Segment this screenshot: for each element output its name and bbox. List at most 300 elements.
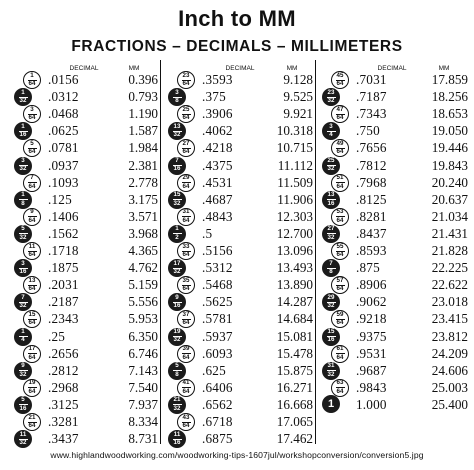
- conversion-row: [168, 174, 318, 191]
- decimal-value: .7968: [356, 174, 387, 190]
- fraction-badge: [322, 362, 340, 380]
- fraction-numerator: 13: [327, 191, 335, 199]
- decimal-value: .9375: [356, 328, 387, 344]
- conversion-row: [322, 139, 472, 156]
- fraction-badge: [14, 157, 32, 175]
- fraction-denominator: 64: [182, 79, 190, 87]
- decimal-value: .375: [202, 89, 226, 105]
- fraction-badge: [177, 276, 195, 294]
- conversion-row: [14, 225, 164, 242]
- decimal-value: .9218: [356, 311, 387, 327]
- millimeter-value: 8.334: [128, 414, 158, 429]
- fraction-numerator: 19: [28, 379, 36, 387]
- millimeter-value: 6.350: [128, 328, 158, 344]
- decimal-value: .5156: [202, 243, 233, 258]
- fraction-numerator: 35: [182, 276, 190, 284]
- millimeter-value: 12.303: [276, 208, 313, 224]
- fraction-badge: [23, 139, 41, 157]
- fraction-numerator: 1: [21, 88, 25, 96]
- fraction-numerator: 29: [182, 174, 190, 182]
- decimal-value: .8906: [356, 277, 387, 293]
- fraction-denominator: 64: [182, 421, 190, 429]
- millimeter-value: 15.875: [276, 362, 313, 378]
- millimeter-value: 3.175: [128, 191, 158, 207]
- decimal-value: .7812: [356, 157, 387, 173]
- fraction-denominator: 16: [327, 199, 335, 207]
- decimal-value: .9687: [356, 362, 387, 378]
- decimal-value: .7187: [356, 89, 387, 105]
- conversion-row: [322, 122, 472, 139]
- fraction-denominator: 32: [173, 336, 181, 344]
- fraction-badge: [331, 310, 349, 328]
- conversion-row: [322, 191, 472, 208]
- fraction-badge: [168, 328, 186, 346]
- fraction-badge: [23, 413, 41, 431]
- decimal-value: .5625: [202, 294, 233, 310]
- conversion-row: [168, 242, 318, 259]
- decimal-value: .2968: [48, 379, 79, 395]
- conversion-row: [168, 413, 318, 430]
- millimeter-value: 18.653: [431, 106, 468, 122]
- fraction-badge: [177, 345, 195, 363]
- millimeter-value: 23.018: [431, 294, 468, 310]
- fraction-numerator: 59: [336, 310, 344, 318]
- millimeter-value: 17.065: [276, 414, 313, 429]
- fraction-badge: [331, 174, 349, 192]
- fraction-numerator: 1: [175, 225, 179, 233]
- fraction-numerator: 3: [30, 105, 34, 113]
- conversion-row: [14, 242, 164, 259]
- fraction-numerator: 5: [21, 396, 25, 404]
- fraction-numerator: 55: [336, 242, 344, 250]
- fraction-denominator: 16: [327, 336, 335, 344]
- fraction-badge: [14, 225, 32, 243]
- fraction-denominator: 64: [182, 285, 190, 293]
- conversion-row: [322, 105, 472, 122]
- fraction-numerator: 17: [28, 345, 36, 353]
- conversion-row: [168, 362, 318, 379]
- fraction-denominator: 64: [28, 387, 36, 395]
- fraction-denominator: 64: [336, 285, 344, 293]
- millimeter-value: 8.731: [128, 431, 158, 447]
- millimeter-value: 11.906: [277, 191, 313, 207]
- fraction-denominator: 64: [28, 79, 36, 87]
- fraction-denominator: 64: [182, 114, 190, 122]
- fraction-badge: [322, 157, 340, 175]
- conversion-row: [14, 191, 164, 208]
- conversion-row: [322, 293, 472, 310]
- page-subtitle: FRACTIONS – DECIMALS – MILLIMETERS: [71, 38, 403, 55]
- decimal-value: .6406: [202, 379, 233, 395]
- millimeter-value: 5.159: [128, 277, 158, 293]
- millimeter-value: 11.509: [277, 174, 313, 190]
- millimeter-value: 13.890: [276, 277, 313, 293]
- fraction-denominator: 2: [175, 233, 179, 241]
- conversion-row: [168, 157, 318, 174]
- conversion-row: [168, 88, 318, 105]
- decimal-value: .0312: [48, 89, 79, 105]
- fraction-numerator: 51: [336, 174, 344, 182]
- fraction-numerator: 25: [327, 157, 335, 165]
- conversion-row: [168, 293, 318, 310]
- fraction-badge: [177, 242, 195, 260]
- conversion-row: [322, 225, 472, 242]
- fraction-badge: [168, 362, 186, 380]
- fraction-denominator: 4: [329, 131, 333, 139]
- millimeter-value: 7.143: [128, 362, 158, 378]
- fraction-denominator: 64: [28, 250, 36, 258]
- decimal-value: .3437: [48, 431, 79, 447]
- fraction-numerator: 1: [21, 191, 25, 199]
- decimal-value: .7656: [356, 140, 387, 156]
- decimal-value: .9531: [356, 345, 387, 361]
- fraction-denominator: 64: [182, 319, 190, 327]
- conversion-row: [322, 276, 472, 293]
- fraction-numerator: 27: [327, 225, 335, 233]
- decimal-value: .1093: [48, 174, 79, 190]
- fraction-numerator: 53: [336, 208, 344, 216]
- millimeter-value: 22.225: [431, 260, 468, 276]
- fraction-denominator: 32: [327, 165, 335, 173]
- millimeter-value: 1.190: [128, 106, 158, 122]
- fraction-denominator: 64: [28, 285, 36, 293]
- millimeter-value: 4.762: [128, 260, 158, 276]
- millimeter-value: 20.637: [431, 191, 468, 207]
- millimeter-value: 0.793: [128, 89, 158, 105]
- conversion-row: [168, 122, 318, 139]
- decimal-value: .6718: [202, 414, 233, 429]
- fraction-badge: [322, 328, 340, 346]
- fraction-numerator: 1: [30, 71, 34, 79]
- decimal-value: .125: [48, 191, 72, 207]
- fraction-badge: [14, 191, 32, 209]
- millimeter-value: 16.668: [276, 396, 313, 412]
- conversion-row: [14, 430, 164, 447]
- fraction-numerator: 13: [28, 276, 36, 284]
- fraction-denominator: 64: [28, 319, 36, 327]
- fraction-numerator: 41: [182, 379, 190, 387]
- conversion-row: [14, 208, 164, 225]
- decimal-value: .4062: [202, 123, 233, 139]
- millimeter-value: 4.365: [128, 243, 158, 258]
- millimeter-value: 10.318: [276, 123, 313, 139]
- fraction-badge: [331, 345, 349, 363]
- millimeter-value: 14.684: [276, 311, 313, 327]
- fraction-badge: [168, 225, 186, 243]
- fraction-badge: [14, 122, 32, 140]
- decimal-value: .0468: [48, 106, 79, 122]
- fraction-numerator: 57: [336, 276, 344, 284]
- fraction-numerator: 19: [173, 328, 181, 336]
- decimal-value: .0156: [48, 72, 79, 87]
- fraction-denominator: 16: [19, 268, 27, 276]
- conversion-row: [322, 345, 472, 362]
- fraction-denominator: 32: [327, 302, 335, 310]
- decimal-value: .0937: [48, 157, 79, 173]
- conversion-row: [322, 362, 472, 379]
- fraction-badge: [177, 105, 195, 123]
- millimeter-value: 0.396: [128, 72, 158, 87]
- fraction-denominator: 8: [175, 97, 179, 105]
- fraction-numerator: 15: [28, 310, 36, 318]
- fraction-numerator: 13: [173, 122, 181, 130]
- fraction-denominator: 16: [19, 131, 27, 139]
- fraction-badge: [322, 191, 340, 209]
- fraction-badge: [177, 208, 195, 226]
- fraction-badge: [322, 225, 340, 243]
- conversion-row: [14, 379, 164, 396]
- fraction-numerator: 49: [336, 139, 344, 147]
- fraction-numerator: 5: [21, 225, 25, 233]
- conversion-row: [168, 345, 318, 362]
- fraction-badge: [177, 174, 195, 192]
- fraction-badge: [168, 191, 186, 209]
- fraction-numerator: 7: [329, 259, 333, 267]
- millimeter-value: 10.715: [276, 140, 313, 156]
- conversion-row: [14, 328, 164, 345]
- decimal-value: .6093: [202, 345, 233, 361]
- fraction-badge: [331, 139, 349, 157]
- fraction-denominator: 32: [327, 370, 335, 378]
- fraction-denominator: 64: [28, 148, 36, 156]
- conversion-row: [14, 105, 164, 122]
- millimeter-value: 23.812: [431, 328, 468, 344]
- fraction-numerator: 3: [175, 88, 179, 96]
- fraction-denominator: 64: [182, 250, 190, 258]
- conversion-row: [14, 276, 164, 293]
- decimal-value: .7343: [356, 106, 387, 122]
- millimeter-value: 7.937: [128, 396, 158, 412]
- decimal-value: .25: [48, 328, 66, 344]
- conversion-row: [322, 174, 472, 191]
- fraction-badge: [23, 242, 41, 260]
- decimal-header-2: DECIMAL: [225, 65, 255, 72]
- decimal-value: .7031: [356, 72, 387, 87]
- fraction-badge: [331, 105, 349, 123]
- fraction-badge: [177, 379, 195, 397]
- fraction-denominator: 64: [336, 353, 344, 361]
- conversion-row: [14, 362, 164, 379]
- millimeter-value: 2.778: [128, 174, 158, 190]
- fraction-denominator: 16: [173, 439, 181, 447]
- fraction-denominator: 8: [175, 370, 179, 378]
- fraction-denominator: 32: [173, 131, 181, 139]
- conversion-row: [322, 379, 472, 396]
- fraction-badge: [177, 71, 195, 89]
- fraction-numerator: 9: [30, 208, 34, 216]
- millimeter-value: 17.859: [431, 72, 468, 87]
- fraction-numerator: 9: [21, 362, 25, 370]
- conversion-row: [14, 157, 164, 174]
- millimeter-value: 18.256: [431, 89, 468, 105]
- millimeter-value: 3.968: [128, 225, 158, 241]
- millimeter-value: 3.571: [128, 208, 158, 224]
- decimal-value: .5781: [202, 311, 233, 327]
- millimeter-value: 11.112: [277, 157, 313, 173]
- decimal-value: .8125: [356, 191, 387, 207]
- millimeter-value: 5.556: [128, 294, 158, 310]
- fraction-badge: [177, 413, 195, 431]
- fraction-numerator: 27: [182, 139, 190, 147]
- fraction-numerator: 15: [327, 328, 335, 336]
- fraction-numerator: 23: [327, 88, 335, 96]
- fraction-badge: [23, 208, 41, 226]
- fraction-denominator: 64: [28, 421, 36, 429]
- fraction-denominator: 64: [28, 216, 36, 224]
- fraction-numerator: 29: [327, 293, 335, 301]
- fraction-numerator: 25: [182, 105, 190, 113]
- decimal-value: .2187: [48, 294, 79, 310]
- millimeter-value: 21.431: [431, 225, 468, 241]
- millimeter-value: 13.096: [276, 243, 313, 258]
- conversion-row: [168, 310, 318, 327]
- fraction-numerator: 3: [21, 259, 25, 267]
- fraction-badge: [331, 379, 349, 397]
- fraction-denominator: 32: [19, 165, 27, 173]
- fraction-numerator: 11: [173, 430, 181, 438]
- conversion-row: [168, 259, 318, 276]
- millimeter-value: 1.984: [128, 140, 158, 156]
- decimal-value: .2812: [48, 362, 79, 378]
- millimeter-value: 24.209: [431, 345, 468, 361]
- millimeter-value: 19.843: [431, 157, 468, 173]
- decimal-value: .4531: [202, 174, 233, 190]
- millimeter-value: 21.828: [431, 243, 468, 258]
- decimal-value: 1.000: [356, 396, 387, 412]
- fraction-numerator: 61: [336, 345, 344, 353]
- fraction-denominator: 64: [182, 353, 190, 361]
- fraction-numerator: 5: [175, 362, 179, 370]
- millimeter-value: 17.462: [276, 431, 313, 447]
- millimeter-value: 2.381: [128, 157, 158, 173]
- fraction-badge: [23, 174, 41, 192]
- fraction-badge: [177, 139, 195, 157]
- conversion-row: [168, 191, 318, 208]
- conversion-row: [14, 174, 164, 191]
- fraction-denominator: 64: [336, 216, 344, 224]
- decimal-value: .4843: [202, 208, 233, 224]
- fraction-badge: [23, 345, 41, 363]
- conversion-row: [168, 105, 318, 122]
- millimeter-value: 6.746: [128, 345, 158, 361]
- millimeter-value: 16.271: [276, 379, 313, 395]
- millimeter-value: 22.622: [431, 277, 468, 293]
- fraction-denominator: 64: [182, 216, 190, 224]
- fraction-badge: [168, 293, 186, 311]
- millimeter-value: 9.921: [283, 106, 313, 122]
- decimal-value: .0625: [48, 123, 79, 139]
- millimeter-value: 14.287: [276, 294, 313, 310]
- fraction-badge: [23, 71, 41, 89]
- conversion-row: [168, 225, 318, 242]
- decimal-value: .3593: [202, 72, 233, 87]
- millimeter-value: 1.587: [128, 123, 158, 139]
- decimal-value: .4687: [202, 191, 233, 207]
- fraction-badge: [14, 430, 32, 448]
- fraction-denominator: 32: [19, 370, 27, 378]
- decimal-value: .5937: [202, 328, 233, 344]
- decimal-value: .2656: [48, 345, 79, 361]
- decimal-value: .8281: [356, 208, 387, 224]
- conversion-row: [168, 328, 318, 345]
- fraction-badge: [168, 122, 186, 140]
- fraction-denominator: 64: [28, 353, 36, 361]
- fraction-badge: [14, 88, 32, 106]
- decimal-value: .9062: [356, 294, 387, 310]
- millimeter-value: 25.003: [431, 379, 468, 395]
- fraction-denominator: 64: [336, 114, 344, 122]
- decimal-value: .5: [202, 225, 213, 241]
- mm-header-3: MM: [438, 65, 450, 72]
- conversion-row: [322, 396, 472, 413]
- conversion-row: [168, 430, 318, 447]
- fraction-numerator: 63: [336, 379, 344, 387]
- fraction-numerator: 7: [175, 157, 179, 165]
- fraction-numerator: 11: [28, 242, 36, 250]
- decimal-value: .5312: [202, 260, 233, 276]
- fraction-denominator: 64: [182, 148, 190, 156]
- fraction-badge: [322, 259, 340, 277]
- conversion-row: [14, 259, 164, 276]
- millimeter-value: 23.415: [431, 311, 468, 327]
- fraction-numerator: 15: [173, 191, 181, 199]
- fraction-badge: [168, 259, 186, 277]
- fraction-numerator: 17: [173, 259, 181, 267]
- conversion-row: [322, 242, 472, 259]
- fraction-numerator: 7: [21, 293, 25, 301]
- fraction-numerator: 31: [327, 362, 335, 370]
- millimeter-value: 20.240: [431, 174, 468, 190]
- fraction-numerator: 1: [21, 328, 25, 336]
- fraction-numerator: 1: [21, 122, 25, 130]
- millimeter-value: 21.034: [431, 208, 468, 224]
- fraction-numerator: 33: [182, 242, 190, 250]
- conversion-row: [14, 396, 164, 413]
- fraction-denominator: 4: [21, 336, 25, 344]
- fraction-numerator: 21: [173, 396, 181, 404]
- fraction-badge: 1: [322, 395, 340, 413]
- fraction-denominator: 8: [21, 199, 25, 207]
- fraction-badge: [14, 396, 32, 414]
- conversion-row: [168, 276, 318, 293]
- conversion-row: [322, 71, 472, 88]
- decimal-value: .8437: [356, 225, 387, 241]
- decimal-value: .1562: [48, 225, 79, 241]
- fraction-numerator: 11: [19, 430, 27, 438]
- fraction-badge: [168, 157, 186, 175]
- conversion-row: [322, 88, 472, 105]
- fraction-badge: [331, 276, 349, 294]
- decimal-value: .6562: [202, 396, 233, 412]
- millimeter-value: 5.953: [128, 311, 158, 327]
- fraction-denominator: 16: [173, 165, 181, 173]
- conversion-row: [168, 396, 318, 413]
- mm-header-1: MM: [128, 65, 140, 72]
- fraction-denominator: 64: [336, 148, 344, 156]
- page-title: Inch to MM: [178, 6, 296, 31]
- decimal-value: .1875: [48, 260, 79, 276]
- fraction-numerator: 3: [329, 122, 333, 130]
- millimeter-value: 19.050: [431, 123, 468, 139]
- fraction-denominator: 32: [173, 404, 181, 412]
- fraction-denominator: 32: [327, 97, 335, 105]
- fraction-denominator: 64: [336, 182, 344, 190]
- decimal-value: .5468: [202, 277, 233, 293]
- fraction-badge: [168, 396, 186, 414]
- fraction-badge: [331, 208, 349, 226]
- decimal-value: .3125: [48, 396, 79, 412]
- conversion-row: [14, 310, 164, 327]
